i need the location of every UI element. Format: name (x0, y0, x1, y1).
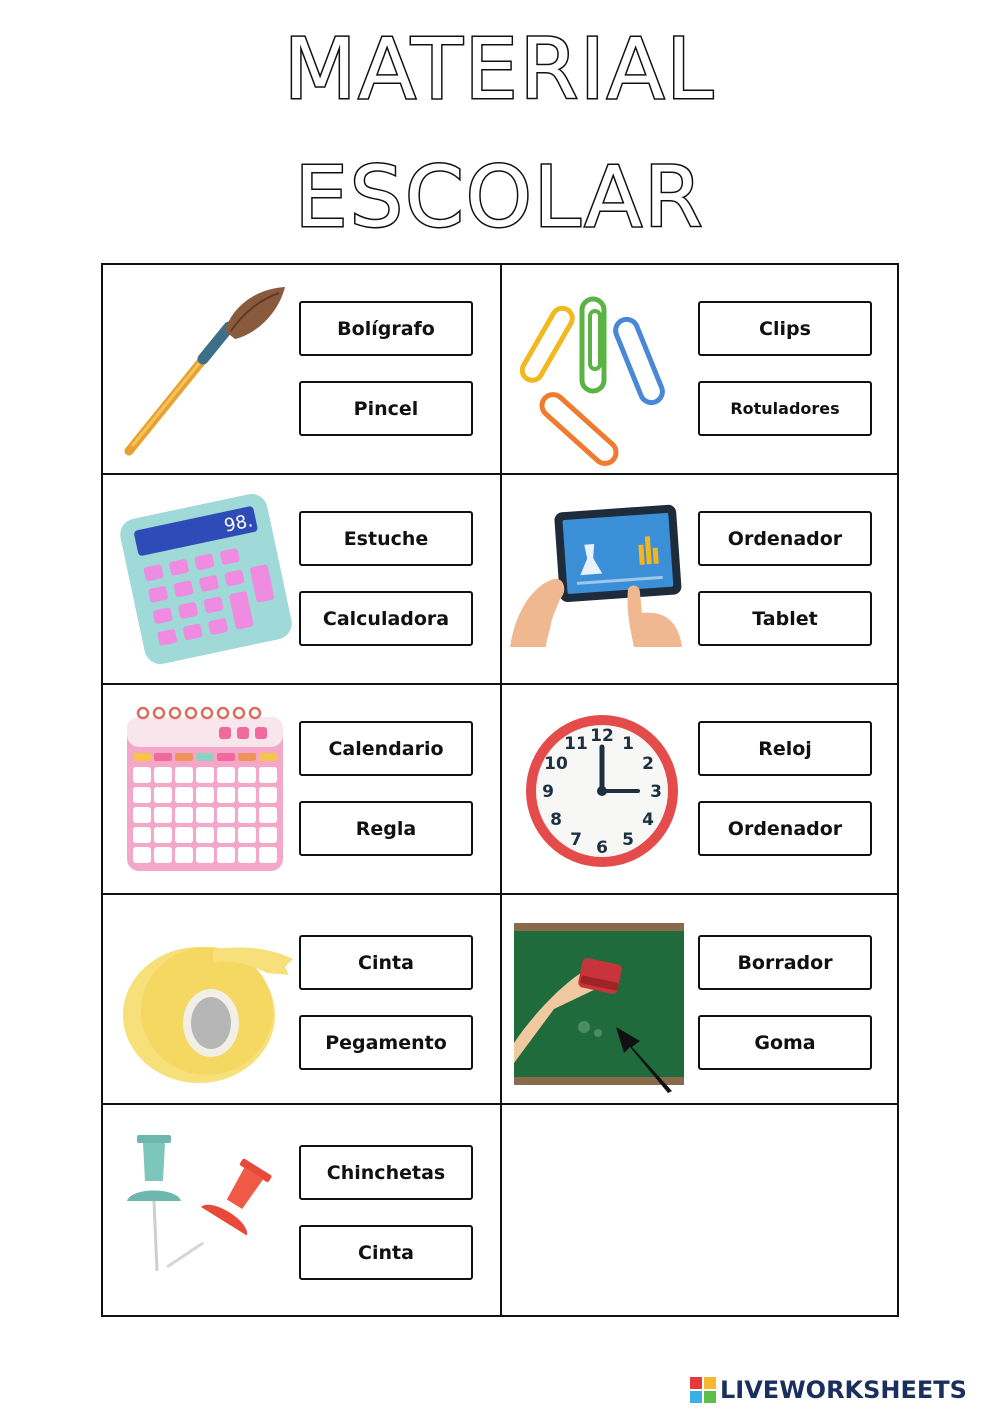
item-card-clock (502, 685, 900, 895)
blackboard-eraser-icon (514, 923, 684, 1095)
answer-option-2[interactable]: Calculadora (299, 591, 473, 646)
svg-text:8: 8 (550, 810, 562, 830)
answer-option-1[interactable]: Clips (698, 301, 872, 356)
answer-option-2[interactable]: Regla (299, 801, 473, 856)
liveworksheets-logo-icon (690, 1377, 716, 1403)
clock-icon (522, 711, 682, 871)
title-line-2: ESCOLAR (294, 148, 705, 246)
svg-text:9: 9 (542, 782, 554, 802)
tape-icon (117, 923, 297, 1087)
svg-text:3: 3 (650, 782, 662, 802)
item-card-eraser (502, 895, 900, 1105)
answer-option-1[interactable]: Reloj (698, 721, 872, 776)
answer-option-1[interactable]: Ordenador (698, 511, 872, 566)
paperclips-icon (508, 287, 686, 467)
item-card-tape (103, 895, 501, 1105)
svg-text:6: 6 (596, 838, 608, 858)
answer-option-1[interactable]: Borrador (698, 935, 872, 990)
item-card-calendar (103, 685, 501, 895)
title-line-1: MATERIAL (283, 20, 716, 118)
svg-text:10: 10 (544, 754, 568, 774)
liveworksheets-logo (690, 1374, 967, 1406)
answer-option-2[interactable]: Goma (698, 1015, 872, 1070)
calendar-icon (123, 705, 287, 875)
svg-text:1: 1 (622, 734, 634, 754)
calculator-display: 98. (222, 510, 255, 537)
svg-text:2: 2 (642, 754, 654, 774)
answer-option-1[interactable]: Cinta (299, 935, 473, 990)
item-card-paintbrush (103, 265, 501, 475)
item-card-calculator (103, 475, 501, 685)
answer-option-1[interactable]: Bolígrafo (299, 301, 473, 356)
item-card-tablet (502, 475, 900, 685)
brand-name: LIVEWORKSHEETS (720, 1376, 967, 1404)
svg-text:12: 12 (590, 726, 614, 746)
answer-option-2[interactable]: Pincel (299, 381, 473, 436)
answer-option-1[interactable]: Estuche (299, 511, 473, 566)
paintbrush-icon (113, 281, 291, 461)
answer-option-1[interactable]: Chinchetas (299, 1145, 473, 1200)
calculator-icon (117, 489, 295, 669)
tablet-icon (510, 499, 688, 679)
pushpins-icon (123, 1131, 293, 1301)
svg-text:11: 11 (564, 734, 588, 754)
answer-option-2[interactable]: Ordenador (698, 801, 872, 856)
answer-option-1[interactable]: Calendario (299, 721, 473, 776)
answer-option-2[interactable]: Tablet (698, 591, 872, 646)
svg-text:5: 5 (622, 830, 634, 850)
answer-option-2[interactable]: Rotuladores (698, 381, 872, 436)
answer-option-2[interactable]: Pegamento (299, 1015, 473, 1070)
svg-text:7: 7 (570, 830, 582, 850)
item-card-pushpins (103, 1105, 501, 1315)
answer-option-2[interactable]: Cinta (299, 1225, 473, 1280)
item-card-paperclips (502, 265, 900, 475)
svg-text:4: 4 (642, 810, 654, 830)
exercise-grid (101, 263, 899, 1317)
empty-cell (502, 1105, 900, 1315)
